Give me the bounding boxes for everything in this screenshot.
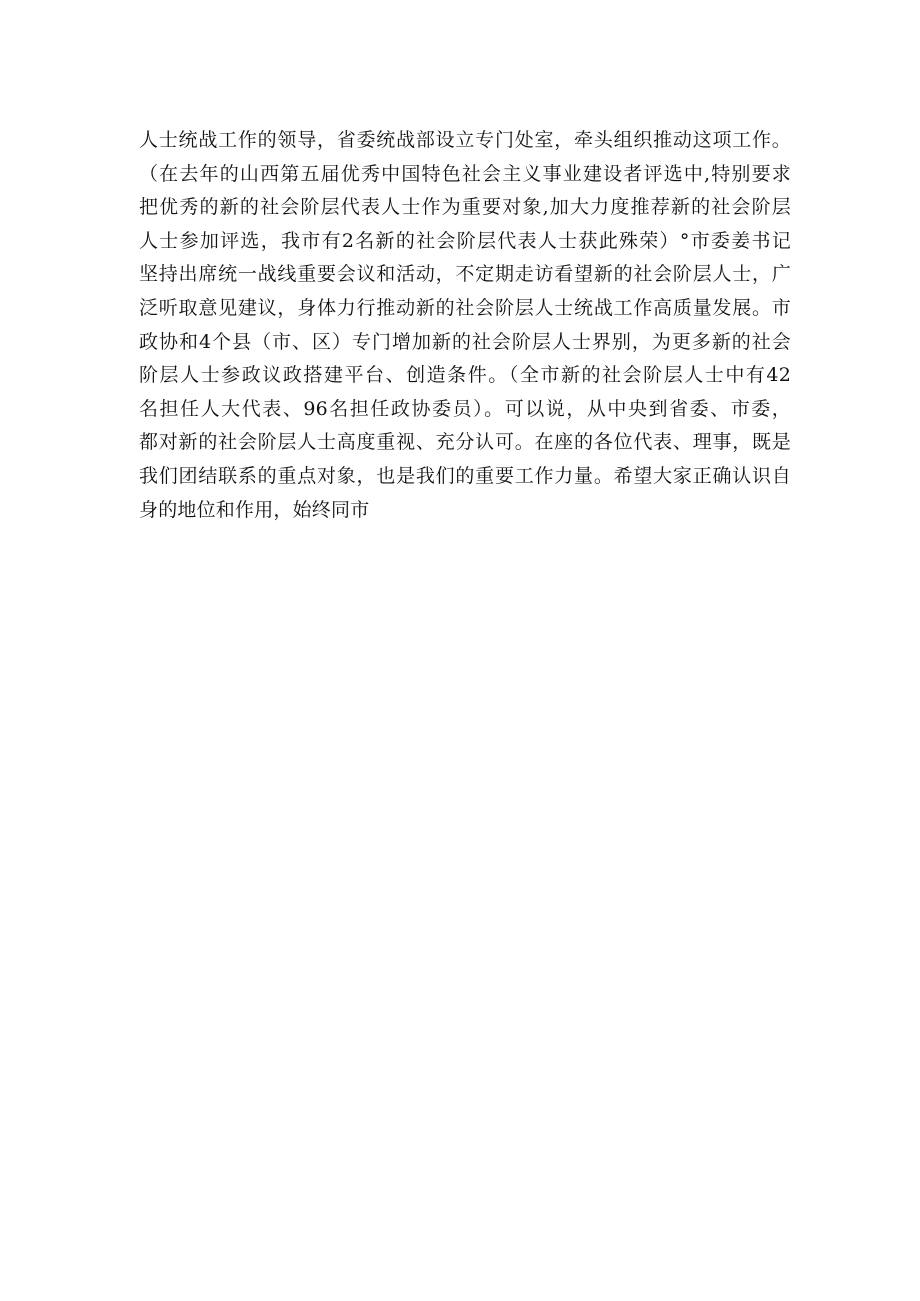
text-line-8: 阶层人士参政议政搭建平台、创造条件。（全市新的社会阶层人士中有42	[139, 364, 791, 387]
text-line-11: 我们团结联系的重点对象，也是我们的重要工作力量。希望大家正确认识自	[139, 464, 791, 487]
text-line-9: 名担任人大代表、96名担任政协委员）。可以说，从中央到省委、市委，	[139, 397, 791, 420]
text-line-2: （在去年的山西第五届优秀中国特色社会主义事业建设者评选中,特别要求	[139, 162, 791, 185]
text-line-10: 都对新的社会阶层人士高度重视、充分认可。在座的各位代表、理事，既是	[139, 431, 791, 454]
text-line-1: 人士统战工作的领导，省委统战部设立专门处室，牵头组织推动这项工作。	[139, 129, 791, 151]
text-line-3: 把优秀的新的社会阶层代表人士作为重要对象,加大力度推荐新的社会阶层	[139, 196, 791, 219]
text-line-7: 政协和4个县（市、区）专门增加新的社会阶层人士界别，为更多新的社会	[139, 330, 791, 353]
text-line-6: 泛听取意见建议，身体力行推动新的社会阶层人士统战工作高质量发展。市	[139, 296, 791, 319]
text-line-12: 身的地位和作用，始终同市	[139, 498, 370, 521]
text-line-5: 坚持出席统一战线重要会议和活动，不定期走访看望新的社会阶层人士，广	[139, 263, 791, 286]
text-line-4: 人士参加评选，我市有2名新的社会阶层代表人士获此殊荣）°市委姜书记	[139, 229, 791, 252]
body-paragraph	[139, 124, 791, 527]
